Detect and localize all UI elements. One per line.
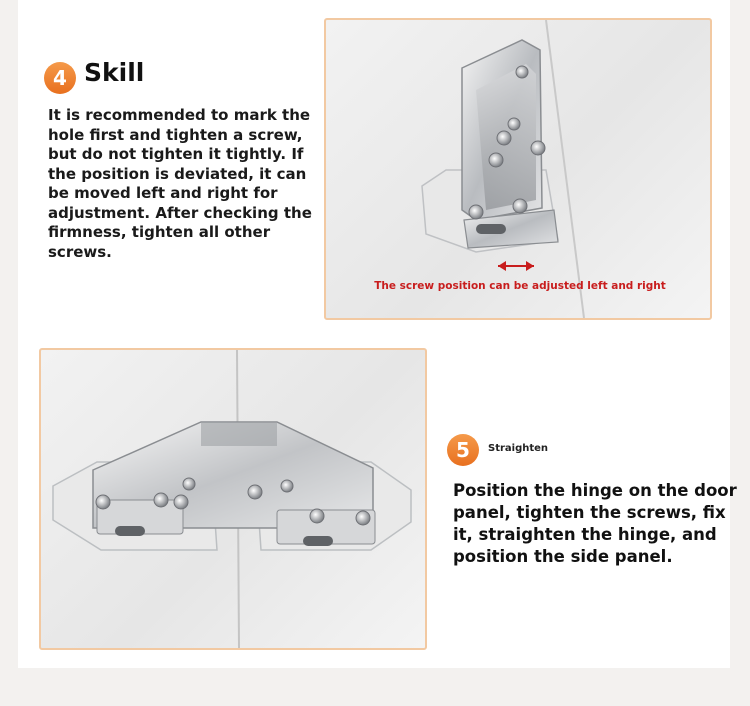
hinge-installed-photo <box>39 348 427 650</box>
hinge-adjustment-photo <box>324 18 712 320</box>
step-description: It is recommended to mark the hole first and tighten a screw, but do not tighten it tightly. If the position is deviated, it can be moved left and right for adjustment. After checking the firmness, tighten all other screws. <box>48 106 312 261</box>
hinge-straightened-illustration <box>41 350 425 648</box>
step-number-badge: 5 <box>447 434 479 466</box>
hinge-closeup-illustration <box>326 20 710 318</box>
step-number-badge: 4 <box>44 62 76 94</box>
step-title: Straighten <box>488 443 549 454</box>
step-title: Skill <box>84 58 145 87</box>
step-description: Position the hinge on the door panel, tighten the screws, fix it, straighten the hinge, and position the side panel. <box>453 481 737 566</box>
image-caption: The screw position can be adjusted left and right <box>374 280 666 292</box>
